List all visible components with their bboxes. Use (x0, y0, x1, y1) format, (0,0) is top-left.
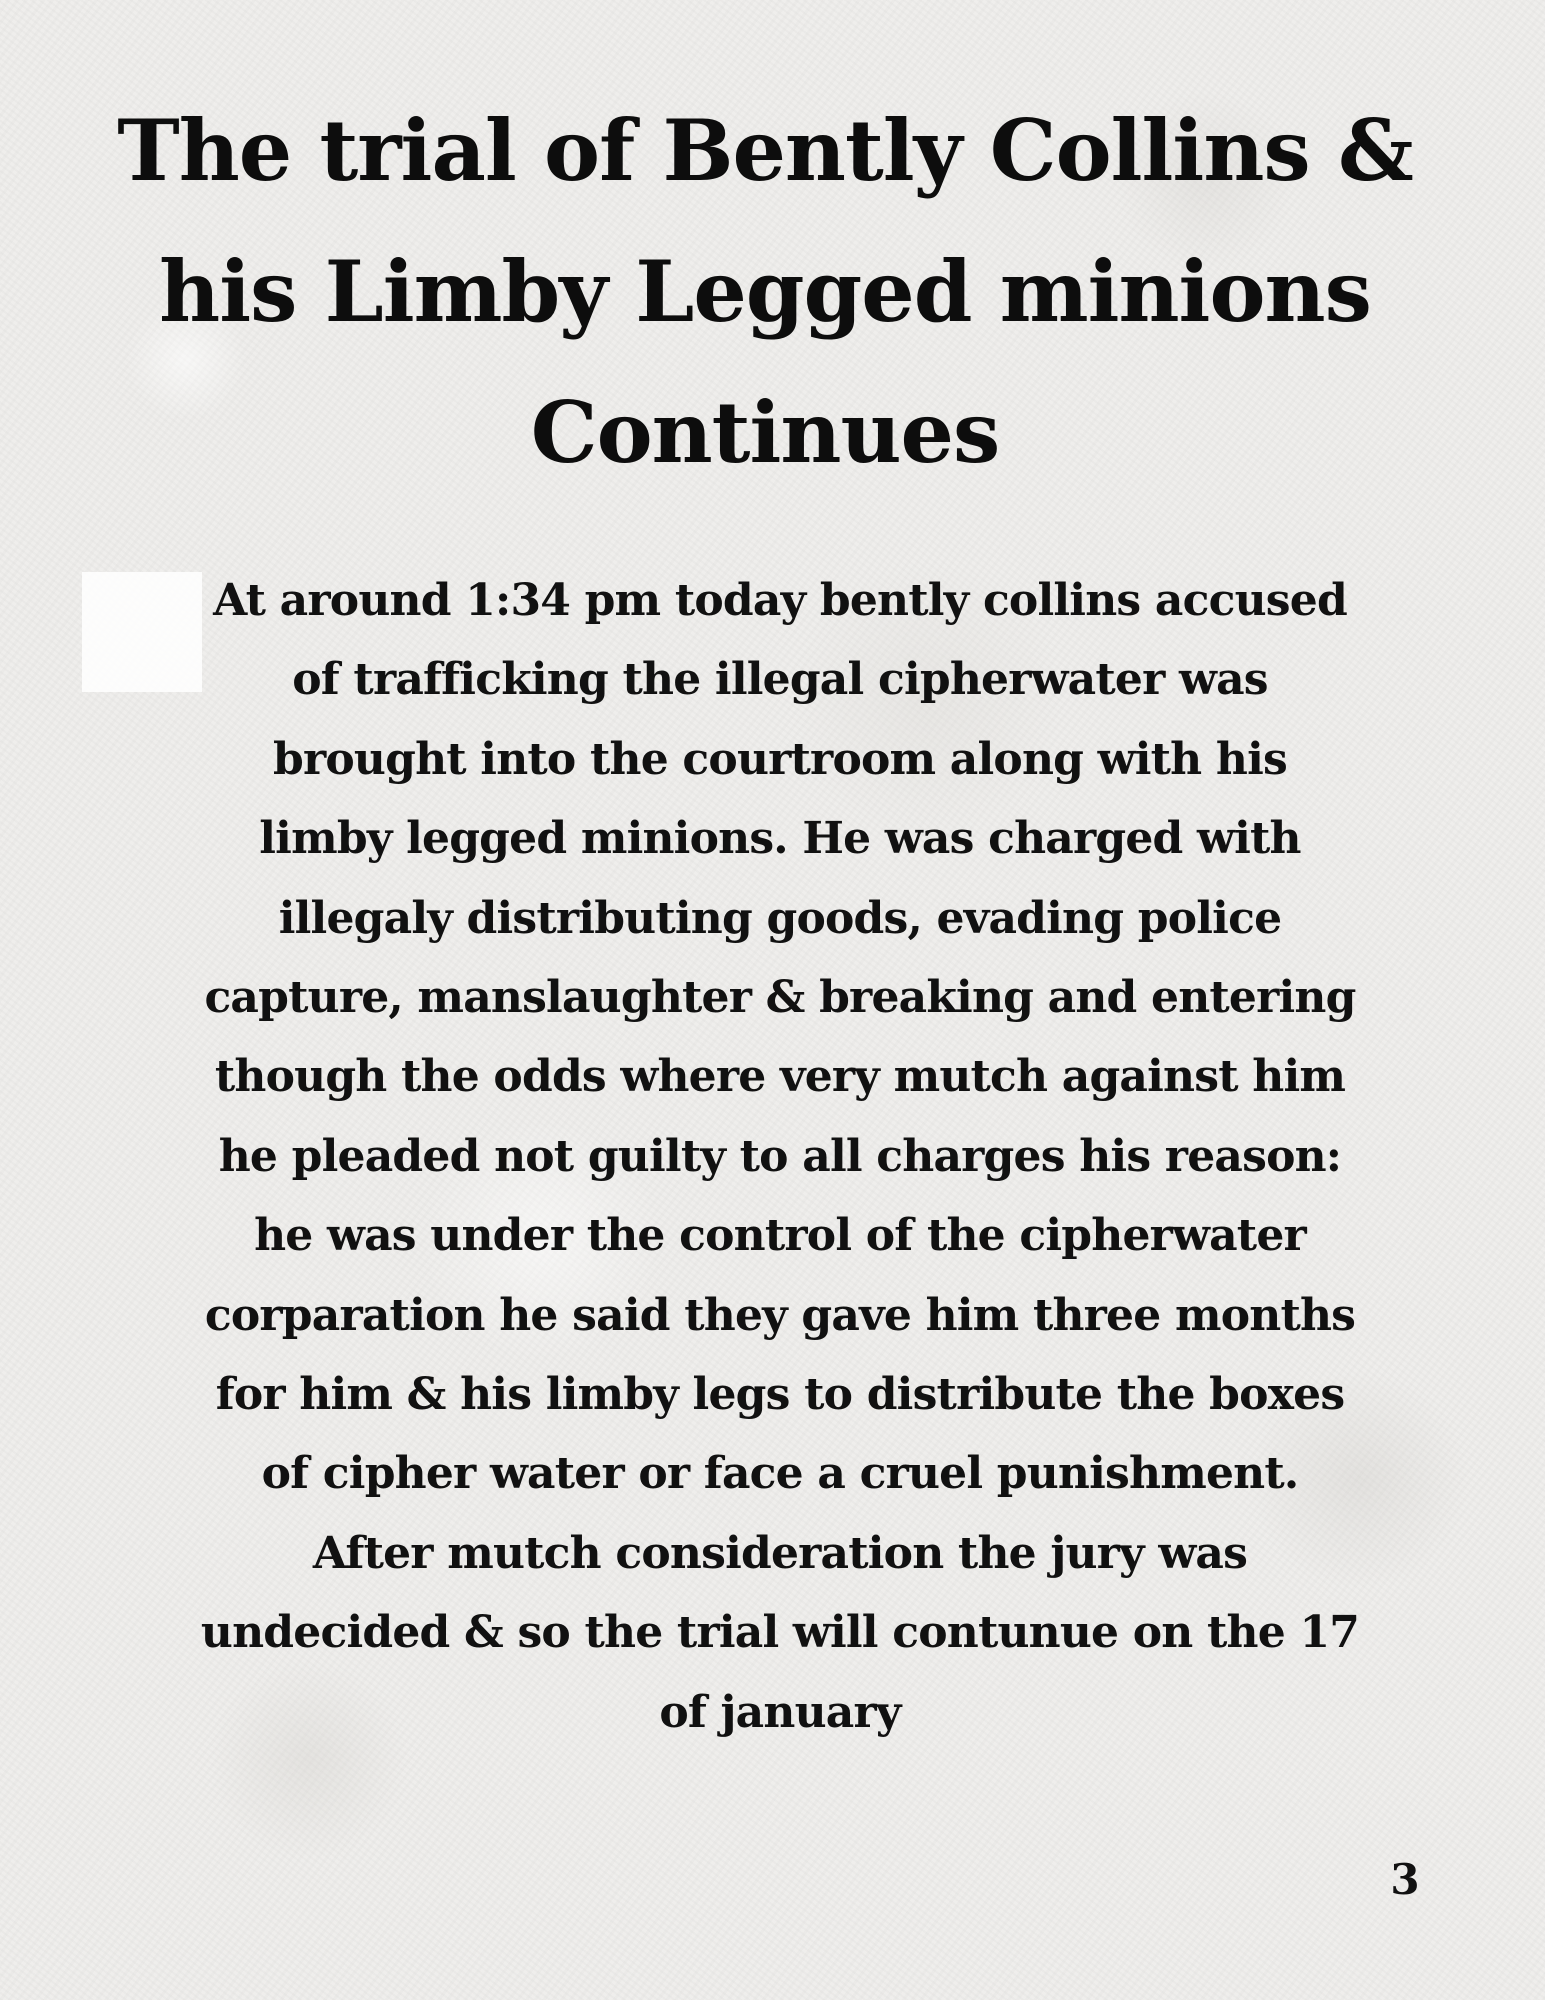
body-line: capture, manslaughter & breaking and entering (204, 972, 1356, 1024)
article-headline (95, 80, 1435, 503)
body-line: though the odds where very mutch against him (214, 1051, 1346, 1103)
headline-line: his Limby Legged minions (159, 242, 1371, 341)
body-line: At around 1:34 pm today bently collins accused (213, 575, 1347, 626)
page-number: 3 (1390, 1855, 1420, 1904)
body-line: of cipher water or face a cruel punishment. (261, 1448, 1299, 1500)
body-line: of january (659, 1686, 901, 1738)
body-line: for him & his limby legs to distribute the boxes (215, 1369, 1345, 1421)
body-line: brought into the courtroom along with his (273, 733, 1287, 785)
body-line: he pleaded not guilty to all charges his reason: (218, 1130, 1342, 1182)
headline-line: Continues (530, 383, 1000, 482)
body-line: undecided & so the trial will contunue on the 17 (200, 1607, 1360, 1659)
body-line: corparation he said they gave him three months (204, 1289, 1356, 1341)
body-line: illegaly distributing goods, evading police (278, 892, 1282, 944)
body-line: limby legged minions. He was charged with (259, 813, 1301, 865)
body-line: After mutch consideration the jury was (312, 1527, 1248, 1579)
article-body (160, 561, 1400, 1752)
headline-line: The trial of Bently Collins & (117, 101, 1413, 200)
body-line: of trafficking the illegal cipherwater was (292, 654, 1268, 706)
body-line: he was under the control of the cipherwater (254, 1210, 1306, 1262)
